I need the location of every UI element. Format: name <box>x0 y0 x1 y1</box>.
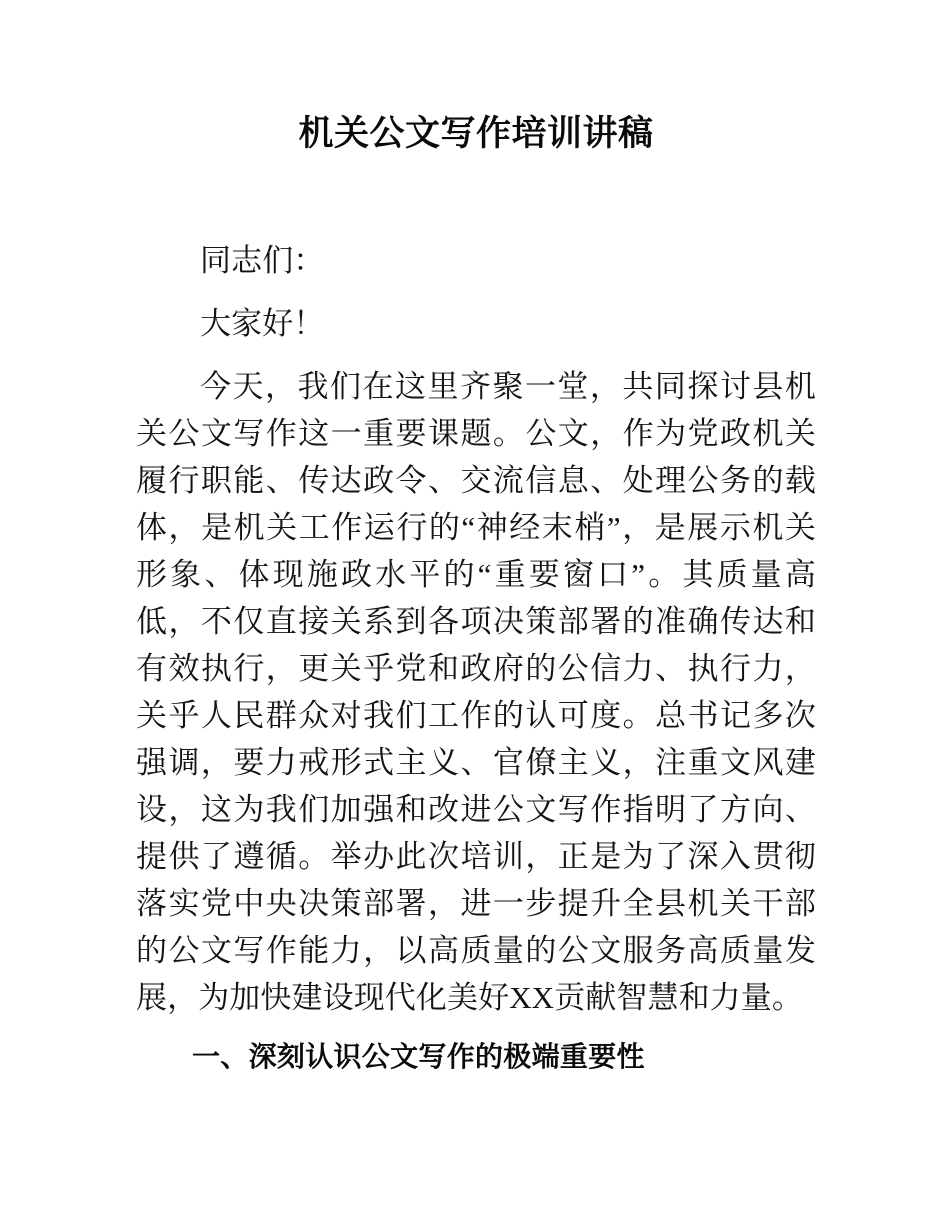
section-heading-1: 一、深刻认识公文写作的极端重要性 <box>192 1041 645 1072</box>
page-title: 机关公文写作培训讲稿 <box>298 114 654 153</box>
greeting: 大家好！ <box>200 306 325 341</box>
salutation: 同志们： <box>200 243 325 278</box>
opening-paragraph: 今天，我们在这里齐聚一堂，共同探讨县机关公文写作这一重要课题。公文，作为党政机关履行职能、传达政令、交流信息、处理公务的载体，是机关工作运行的“神经末梢”，是展示机关形象、体现施政水平的“重要窗口”。其质量高低，不仅直接关系到各项决策部署的准确传达和有效执行，更关乎党和政府的公信力、执行力，关乎人民群众对我们工作的认可度。总书记多次强调，要力戒形式主义、官僚主义，注重文风建设，这为我们加强和改进公文写作指明了方向、提供了遵循。举办此次培训，正是为了深入贯彻落实党中央决策部署，进一步提升全县机关干部的公文写作能力，以高质量的公文服务高质量发展，为加快建设现代化美好XX贡献智慧和力量。 <box>136 369 816 1015</box>
document-content <box>136 0 816 1080</box>
